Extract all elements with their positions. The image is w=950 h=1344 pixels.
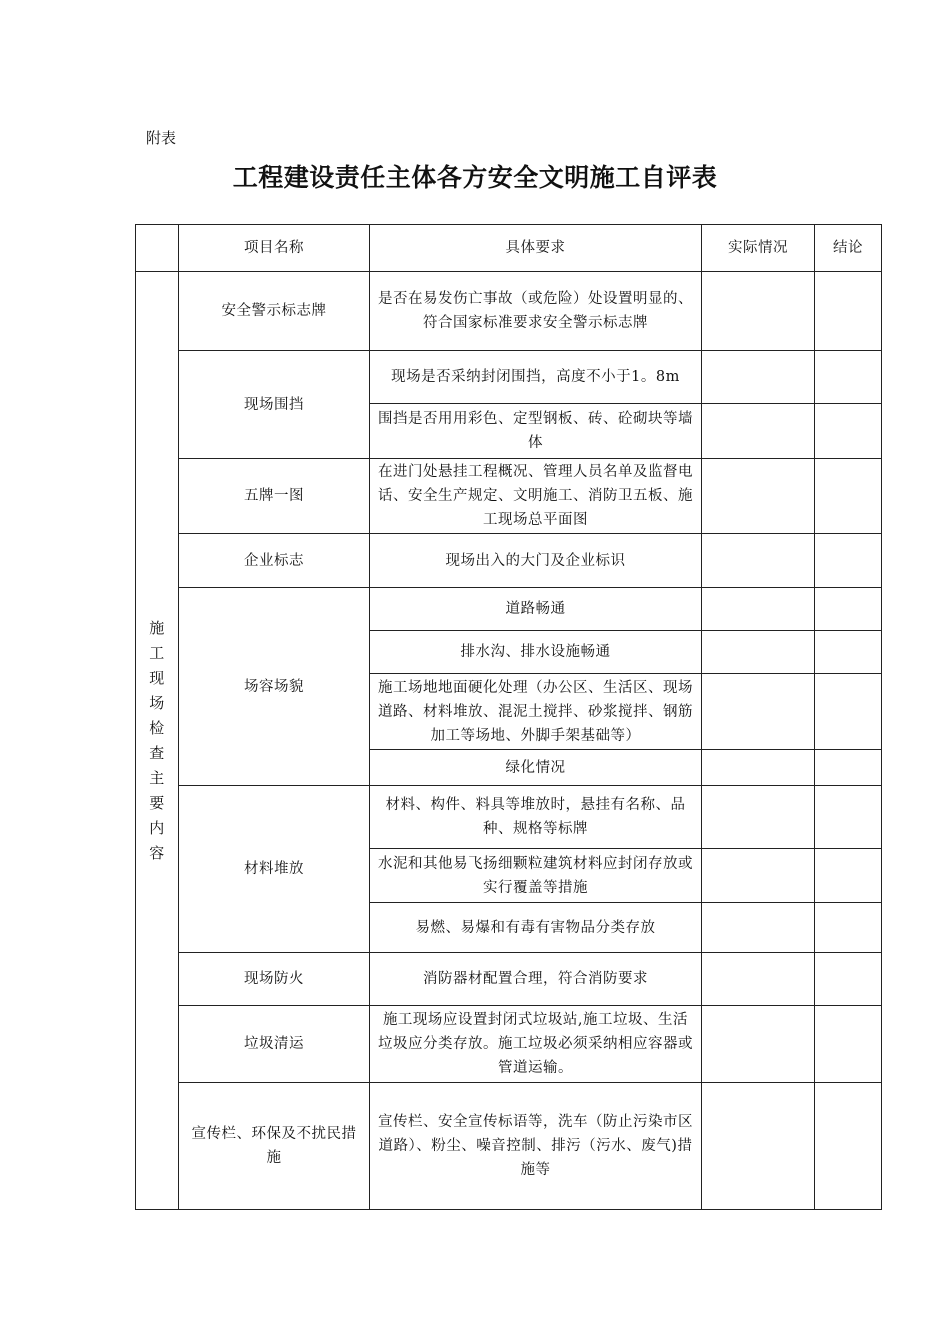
- conclusion-cell[interactable]: [815, 534, 882, 588]
- conclusion-cell[interactable]: [815, 1083, 882, 1210]
- table-row: [136, 953, 882, 1006]
- item-name: 现场防火: [179, 953, 370, 1006]
- table-row: [136, 272, 882, 351]
- header-conclusion: 结论: [815, 225, 882, 272]
- item-name: 安全警示标志牌: [179, 272, 370, 351]
- conclusion-cell[interactable]: [815, 786, 882, 849]
- header-blank: [136, 225, 179, 272]
- actual-cell[interactable]: [702, 1083, 815, 1210]
- header-actual: 实际情况: [702, 225, 815, 272]
- actual-cell[interactable]: [702, 272, 815, 351]
- table-row: [136, 534, 882, 588]
- actual-cell[interactable]: [702, 631, 815, 674]
- requirement-text: 是否在易发伤亡事故（或危险）处设置明显的、符合国家标准要求安全警示标志牌: [370, 272, 702, 351]
- requirement-text: 现场出入的大门及企业标识: [370, 534, 702, 588]
- item-name: 现场围挡: [179, 351, 370, 459]
- actual-cell[interactable]: [702, 1006, 815, 1083]
- header-requirement: 具体要求: [370, 225, 702, 272]
- self-evaluation-table: [135, 224, 882, 1210]
- item-name: 垃圾清运: [179, 1006, 370, 1083]
- actual-cell[interactable]: [702, 459, 815, 534]
- requirement-text: 在进门处悬挂工程概况、管理人员名单及监督电话、安全生产规定、文明施工、消防卫五板、施工现场总平面图: [370, 459, 702, 534]
- conclusion-cell[interactable]: [815, 404, 882, 459]
- table-row: [136, 1083, 882, 1210]
- conclusion-cell[interactable]: [815, 588, 882, 631]
- requirement-text: 排水沟、排水设施畅通: [370, 631, 702, 674]
- requirement-text: 道路畅通: [370, 588, 702, 631]
- conclusion-cell[interactable]: [815, 953, 882, 1006]
- table-row: [136, 588, 882, 631]
- item-name: 企业标志: [179, 534, 370, 588]
- conclusion-cell[interactable]: [815, 674, 882, 750]
- section-label-cell: [136, 272, 179, 1210]
- conclusion-cell[interactable]: [815, 903, 882, 953]
- requirement-text: 易燃、易爆和有毒有害物品分类存放: [370, 903, 702, 953]
- requirement-text: 施工现场应设置封闭式垃圾站,施工垃圾、生活垃圾应分类存放。施工垃圾必须采纳相应容器或管道运输。: [370, 1006, 702, 1083]
- actual-cell[interactable]: [702, 404, 815, 459]
- requirement-text: 材料、构件、料具等堆放时，悬挂有名称、品种、规格等标牌: [370, 786, 702, 849]
- requirement-text: 围挡是否用用彩色、定型钢板、砖、砼砌块等墙体: [370, 404, 702, 459]
- conclusion-cell[interactable]: [815, 351, 882, 404]
- requirement-text: 施工场地地面硬化处理（办公区、生活区、现场道路、材料堆放、混泥土搅拌、砂浆搅拌、钢筋加工等场地、外脚手架基础等）: [370, 674, 702, 750]
- item-name: 五牌一图: [179, 459, 370, 534]
- conclusion-cell[interactable]: [815, 272, 882, 351]
- appendix-label: 附表: [146, 129, 177, 147]
- actual-cell[interactable]: [702, 750, 815, 786]
- actual-cell[interactable]: [702, 849, 815, 903]
- requirement-text: 现场是否采纳封闭围挡，高度不小于1。8m: [370, 351, 702, 404]
- requirement-text: 绿化情况: [370, 750, 702, 786]
- page-title: 工程建设责任主体各方安全文明施工自评表: [232, 163, 718, 192]
- table-row: [136, 1006, 882, 1083]
- table-row: [136, 459, 882, 534]
- section-label: 施工现场检查主要内容: [149, 618, 165, 862]
- actual-cell[interactable]: [702, 953, 815, 1006]
- header-item-name: 项目名称: [179, 225, 370, 272]
- actual-cell[interactable]: [702, 903, 815, 953]
- conclusion-cell[interactable]: [815, 750, 882, 786]
- header-row: [136, 225, 882, 272]
- item-name: 宣传栏、环保及不扰民措施: [179, 1083, 370, 1210]
- requirement-text: 水泥和其他易飞扬细颗粒建筑材料应封闭存放或实行覆盖等措施: [370, 849, 702, 903]
- conclusion-cell[interactable]: [815, 459, 882, 534]
- actual-cell[interactable]: [702, 786, 815, 849]
- actual-cell[interactable]: [702, 351, 815, 404]
- requirement-text: 消防器材配置合理，符合消防要求: [370, 953, 702, 1006]
- table-row: [136, 351, 882, 404]
- actual-cell[interactable]: [702, 534, 815, 588]
- item-name: 材料堆放: [179, 786, 370, 953]
- conclusion-cell[interactable]: [815, 631, 882, 674]
- actual-cell[interactable]: [702, 674, 815, 750]
- actual-cell[interactable]: [702, 588, 815, 631]
- conclusion-cell[interactable]: [815, 1006, 882, 1083]
- item-name: 场容场貌: [179, 588, 370, 786]
- table-row: [136, 786, 882, 849]
- requirement-text: 宣传栏、安全宣传标语等，洗车（防止污染市区道路）、粉尘、噪音控制、排污（污水、废气)措施等: [370, 1083, 702, 1210]
- conclusion-cell[interactable]: [815, 849, 882, 903]
